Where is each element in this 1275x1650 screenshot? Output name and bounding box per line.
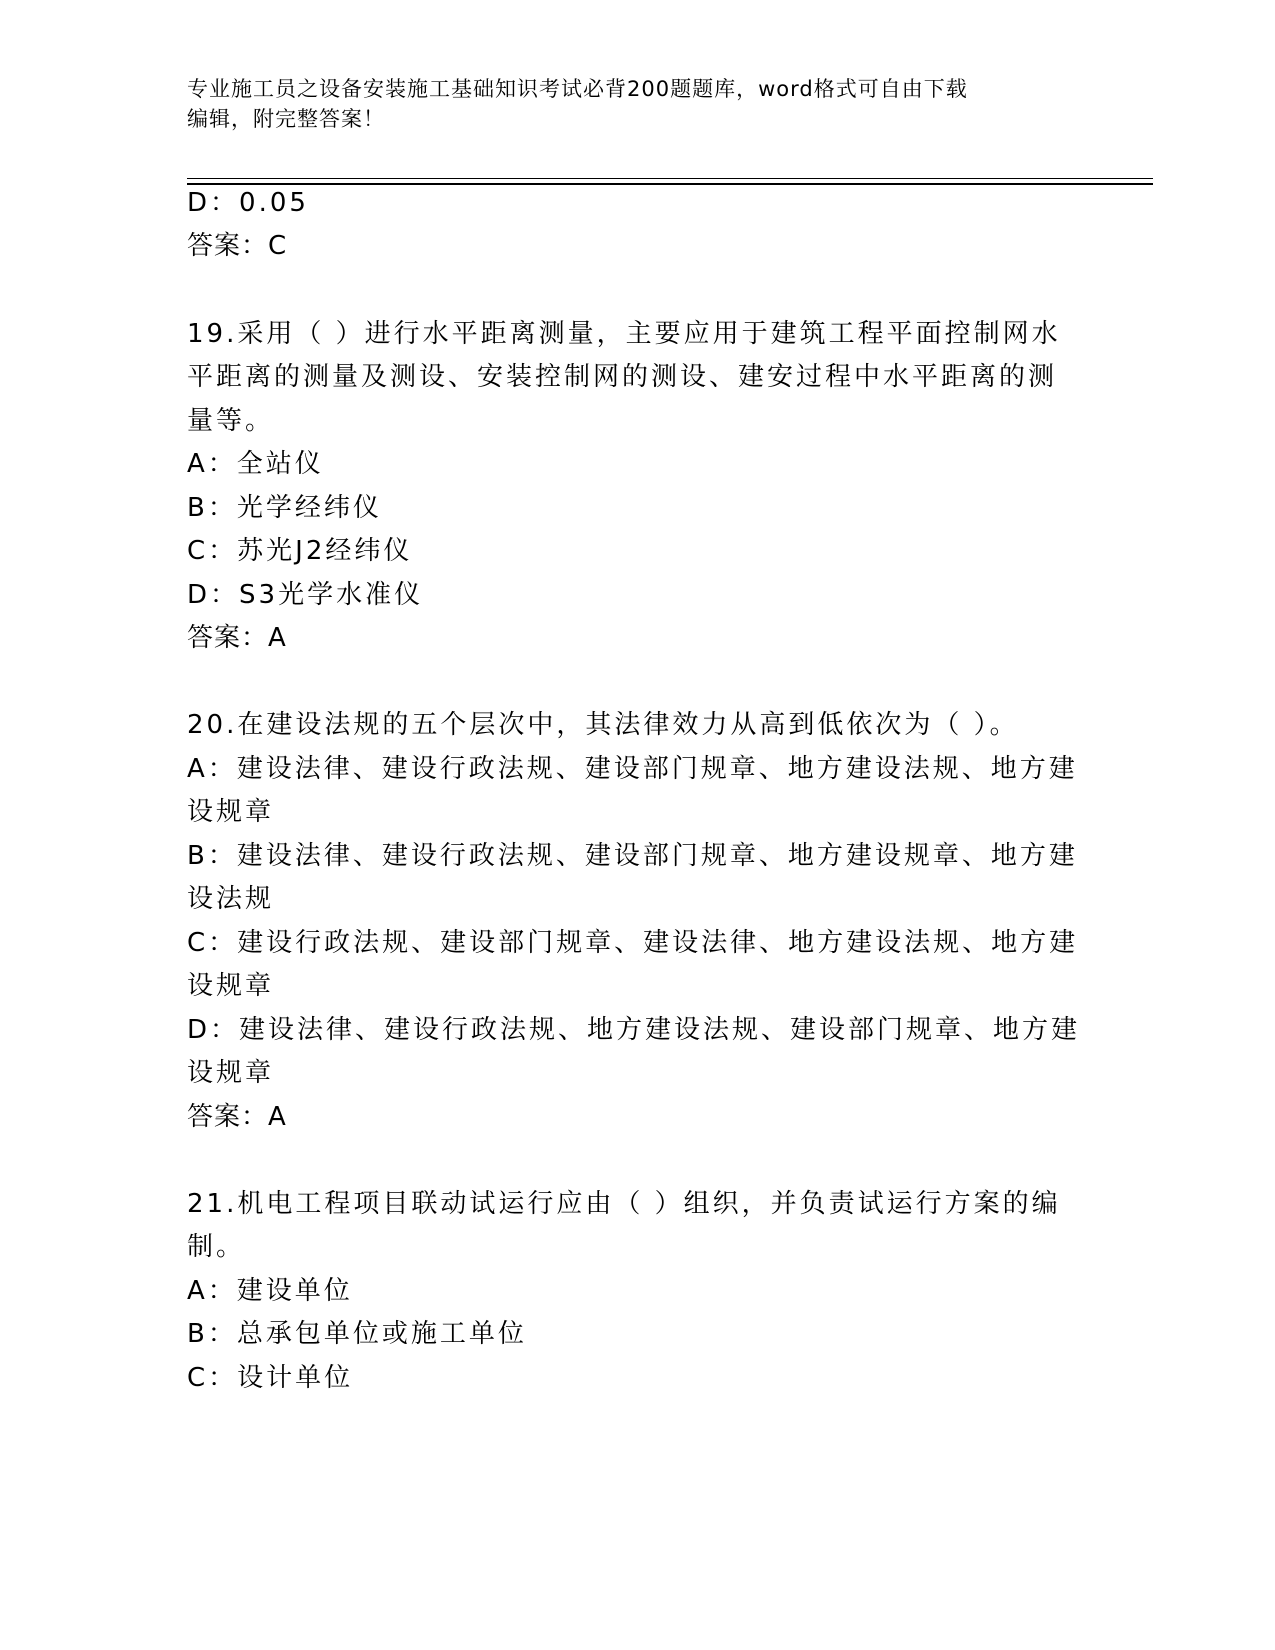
header-divider-thick [187, 183, 1153, 185]
q21-option-c: C：设计单位 [187, 1363, 354, 1393]
q20-option-d-line-1: D：建设法律、建设行政法规、地方建设法规、建设部门规章、地方建 [187, 1015, 1081, 1045]
q20-option-c-line-2: 设规章 [187, 971, 275, 1001]
q19-stem-line-2: 平距离的测量及测设、安装控制网的测设、建安过程中水平距离的测 [187, 362, 1058, 392]
q21-stem-line-1: 21.机电工程项目联动试运行应由（ ）组织，并负责试运行方案的编 [187, 1189, 1061, 1219]
q19-option-b: B：光学经纬仪 [187, 493, 382, 523]
q20-option-a-line-2: 设规章 [187, 797, 275, 827]
q21-stem-line-2: 制。 [187, 1232, 246, 1262]
prev-answer: 答案：C [187, 231, 288, 261]
prev-option-d: D：0.05 [187, 188, 309, 218]
header-title-line-1: 专业施工员之设备安装施工基础知识考试必背200题题库，word格式可自由下载 [187, 77, 968, 101]
q20-option-a-line-1: A：建设法律、建设行政法规、建设部门规章、地方建设法规、地方建 [187, 754, 1078, 784]
q20-option-b-line-1: B：建设法律、建设行政法规、建设部门规章、地方建设规章、地方建 [187, 841, 1078, 871]
q20-stem-line-1: 20.在建设法规的五个层次中，其法律效力从高到低依次为（ ）。 [187, 710, 1019, 740]
q19-option-d: D：S3光学水准仪 [187, 580, 424, 610]
page-header [187, 74, 1067, 134]
q19-option-a: A：全站仪 [187, 449, 324, 479]
q20-answer: 答案：A [187, 1102, 287, 1132]
q21-option-a: A：建设单位 [187, 1276, 353, 1306]
q19-option-c: C：苏光J2经纬仪 [187, 536, 413, 566]
q19-answer: 答案：A [187, 623, 287, 653]
q20-option-c-line-1: C：建设行政法规、建设部门规章、建设法律、地方建设法规、地方建 [187, 928, 1079, 958]
q19-stem-line-1: 19.采用（ ）进行水平距离测量，主要应用于建筑工程平面控制网水 [187, 319, 1061, 349]
q20-option-b-line-2: 设法规 [187, 884, 275, 914]
header-divider-thin [187, 178, 1153, 179]
q20-option-d-line-2: 设规章 [187, 1058, 275, 1088]
q19-stem-line-3: 量等。 [187, 406, 275, 436]
header-title-line-2: 编辑，附完整答案！ [187, 107, 385, 131]
q21-option-b: B：总承包单位或施工单位 [187, 1319, 527, 1349]
